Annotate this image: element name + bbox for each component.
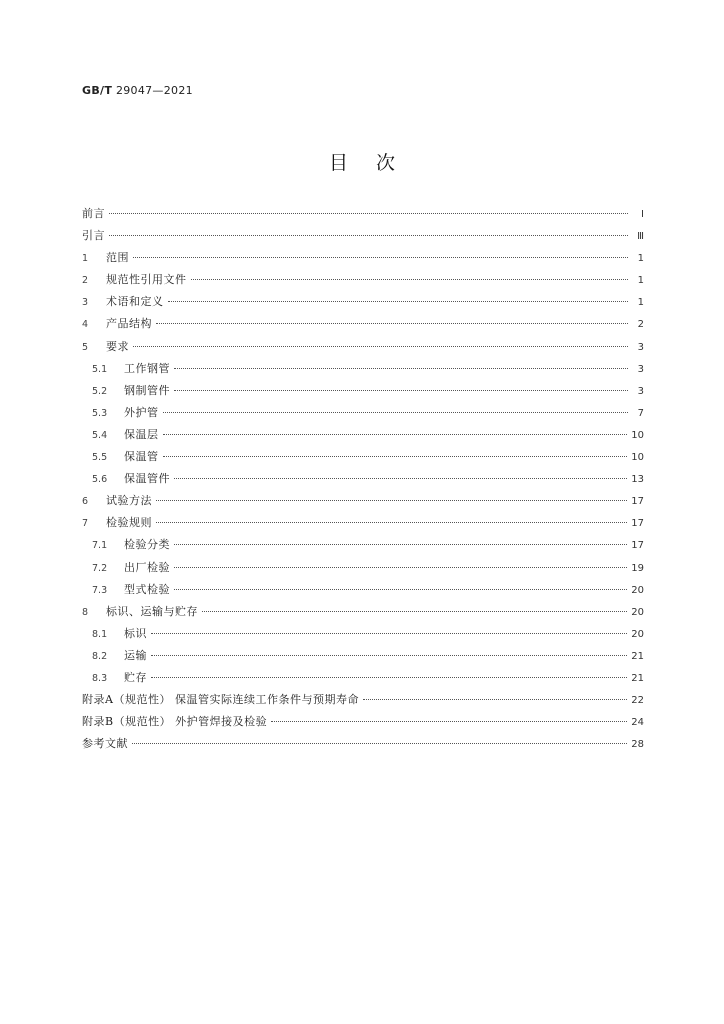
toc-entry-page: 1 xyxy=(637,297,644,309)
toc-leader-dots xyxy=(168,301,629,302)
toc-entry-number: 7 xyxy=(82,518,89,530)
toc-entry-number: 6 xyxy=(82,496,89,508)
toc-entry-page: 1 xyxy=(637,275,644,287)
table-of-contents xyxy=(82,203,644,755)
toc-leader-dots xyxy=(133,346,628,347)
toc-entry-page: 21 xyxy=(631,650,644,662)
toc-entry[interactable] xyxy=(82,468,644,490)
toc-entry[interactable] xyxy=(82,733,644,755)
toc-entry-page: 10 xyxy=(631,429,644,441)
toc-entry[interactable] xyxy=(82,534,644,556)
toc-leader-dots xyxy=(174,544,627,545)
toc-entry[interactable] xyxy=(82,402,644,424)
toc-entry[interactable] xyxy=(82,291,644,313)
toc-entry-label: 标识 xyxy=(124,626,147,640)
toc-entry-number: 5.4 xyxy=(92,429,108,441)
toc-leader-dots xyxy=(163,412,629,413)
toc-leader-dots xyxy=(151,677,627,678)
toc-entry-label: 要求 xyxy=(106,339,129,353)
toc-leader-dots xyxy=(271,721,627,722)
toc-entry-number: 3 xyxy=(82,297,89,309)
toc-entry-number: 5.1 xyxy=(92,363,108,375)
toc-entry-page: 17 xyxy=(631,540,644,552)
toc-leader-dots xyxy=(163,434,628,435)
toc-entry-number: 5.6 xyxy=(92,474,108,486)
toc-entry-page: 21 xyxy=(631,672,644,684)
toc-entry-page: 22 xyxy=(631,695,644,707)
toc-leader-dots xyxy=(363,699,627,700)
toc-leader-dots xyxy=(156,323,628,324)
toc-entry-label: 保温层 xyxy=(124,427,159,441)
toc-entry-page: 3 xyxy=(637,363,644,375)
toc-entry-page: 13 xyxy=(631,474,644,486)
toc-entry-label: 参考文献 xyxy=(82,737,128,751)
toc-entry-label: 附录A（规范性） 保温管实际连续工作条件与预期寿命 xyxy=(82,693,359,707)
standard-code xyxy=(82,84,193,97)
toc-entry-number: 4 xyxy=(82,319,89,331)
toc-entry-number: 5.5 xyxy=(92,452,108,464)
toc-entry[interactable] xyxy=(82,203,644,225)
toc-entry-label: 钢制管件 xyxy=(124,383,170,397)
toc-entry-page: Ⅰ xyxy=(641,209,644,220)
toc-entry[interactable] xyxy=(82,512,644,534)
toc-entry-number: 8.1 xyxy=(92,628,108,640)
toc-leader-dots xyxy=(109,235,628,236)
toc-entry-number: 5.3 xyxy=(92,407,108,419)
toc-entry-number: 1 xyxy=(82,253,89,265)
toc-entry-page: 20 xyxy=(631,584,644,596)
toc-entry[interactable] xyxy=(82,336,644,358)
toc-entry-label: 保温管 xyxy=(124,450,159,464)
toc-entry[interactable] xyxy=(82,446,644,468)
toc-leader-dots xyxy=(132,743,627,744)
toc-entry-page: 28 xyxy=(631,739,644,751)
toc-entry[interactable] xyxy=(82,711,644,733)
toc-entry-number: 7.2 xyxy=(92,562,108,574)
toc-entry[interactable] xyxy=(82,269,644,291)
toc-entry-label: 检验分类 xyxy=(124,538,170,552)
toc-entry-number: 8 xyxy=(82,606,89,618)
toc-entry-label: 前言 xyxy=(82,207,105,220)
toc-entry[interactable] xyxy=(82,313,644,335)
toc-entry[interactable] xyxy=(82,424,644,446)
toc-entry-page: 3 xyxy=(637,341,644,353)
toc-entry-label: 运输 xyxy=(124,648,147,662)
toc-entry-number: 5 xyxy=(82,341,89,353)
toc-leader-dots xyxy=(163,456,628,457)
toc-entry-number: 8.3 xyxy=(92,672,108,684)
toc-entry-label: 标识、运输与贮存 xyxy=(106,604,198,618)
toc-entry-number: 2 xyxy=(82,275,89,287)
toc-entry-label: 工作钢管 xyxy=(124,361,170,375)
toc-entry-number: 7.3 xyxy=(92,584,108,596)
toc-entry-page: Ⅲ xyxy=(637,231,644,243)
toc-entry[interactable] xyxy=(82,358,644,380)
toc-entry-page: 24 xyxy=(631,717,644,729)
toc-leader-dots xyxy=(133,257,628,258)
toc-entry[interactable] xyxy=(82,247,644,269)
toc-leader-dots xyxy=(174,567,627,568)
toc-entry-label: 贮存 xyxy=(124,670,147,684)
standard-number: 29047—2021 xyxy=(115,84,193,97)
toc-entry[interactable] xyxy=(82,623,644,645)
toc-entry[interactable] xyxy=(82,667,644,689)
toc-leader-dots xyxy=(156,522,627,523)
toc-entry-label: 型式检验 xyxy=(124,582,170,596)
toc-entry[interactable] xyxy=(82,557,644,579)
toc-leader-dots xyxy=(174,390,628,391)
toc-entry[interactable] xyxy=(82,225,644,247)
toc-leader-dots xyxy=(174,368,628,369)
toc-entry[interactable] xyxy=(82,380,644,402)
toc-entry[interactable] xyxy=(82,490,644,512)
toc-entry-label: 规范性引用文件 xyxy=(106,273,187,287)
toc-entry-number: 5.2 xyxy=(92,385,108,397)
toc-entry-number: 7.1 xyxy=(92,540,108,552)
toc-leader-dots xyxy=(174,589,627,590)
toc-leader-dots xyxy=(174,478,627,479)
toc-entry-page: 17 xyxy=(631,496,644,508)
toc-entry-label: 附录B（规范性） 外护管焊接及检验 xyxy=(82,715,268,729)
toc-leader-dots xyxy=(202,611,627,612)
toc-entry-label: 检验规则 xyxy=(106,516,152,530)
toc-entry-page: 17 xyxy=(631,518,644,530)
toc-entry[interactable] xyxy=(82,689,644,711)
toc-leader-dots xyxy=(109,213,628,214)
toc-entry-page: 2 xyxy=(637,319,644,331)
toc-entry-label: 引言 xyxy=(82,229,105,243)
toc-entry-label: 出厂检验 xyxy=(124,560,170,574)
toc-entry-page: 20 xyxy=(631,628,644,640)
toc-entry-label: 试验方法 xyxy=(106,494,152,508)
toc-entry-page: 1 xyxy=(637,253,644,265)
toc-entry[interactable] xyxy=(82,601,644,623)
toc-entry-label: 术语和定义 xyxy=(106,295,164,309)
toc-entry-page: 7 xyxy=(637,407,644,419)
toc-entry[interactable] xyxy=(82,645,644,667)
toc-entry-label: 产品结构 xyxy=(106,317,152,331)
standard-prefix: GB/T xyxy=(82,84,113,97)
toc-entry-number: 8.2 xyxy=(92,650,108,662)
toc-entry-label: 保温管件 xyxy=(124,472,170,486)
toc-leader-dots xyxy=(191,279,629,280)
toc-entry-page: 3 xyxy=(637,385,644,397)
toc-leader-dots xyxy=(151,633,627,634)
page-title: 目次 xyxy=(328,152,423,174)
toc-entry-page: 20 xyxy=(631,606,644,618)
toc-entry-page: 19 xyxy=(631,562,644,574)
toc-leader-dots xyxy=(151,655,627,656)
toc-entry[interactable] xyxy=(82,579,644,601)
toc-entry-label: 外护管 xyxy=(124,405,159,419)
toc-entry-page: 10 xyxy=(631,452,644,464)
toc-entry-label: 范围 xyxy=(106,251,129,265)
toc-leader-dots xyxy=(156,500,627,501)
